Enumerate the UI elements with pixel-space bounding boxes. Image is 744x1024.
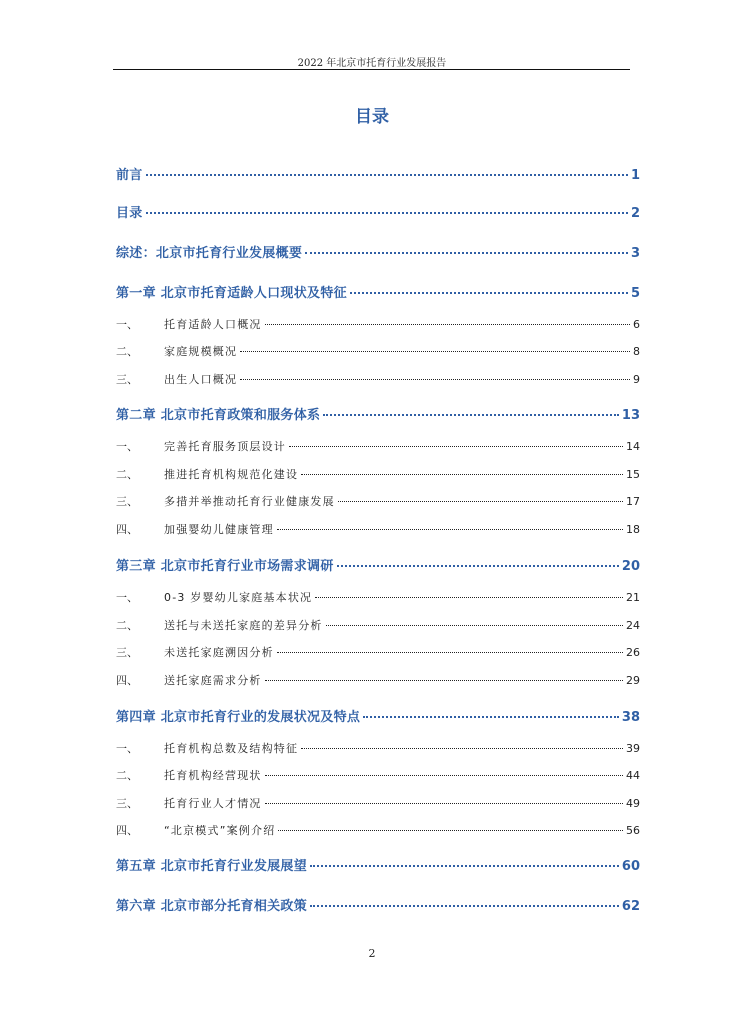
dot-leader	[240, 379, 630, 380]
toc-entry-page: 6	[633, 318, 640, 331]
toc-entry-section[interactable]	[116, 438, 640, 454]
toc-entry-page: 20	[621, 559, 640, 574]
toc-entry-text: 送托与未送托家庭的差异分析	[164, 619, 323, 632]
toc-entry-ordinal: 四、	[116, 674, 138, 687]
toc-entry-section[interactable]	[116, 617, 640, 633]
toc-entry-page: 26	[626, 646, 640, 659]
toc-entry-text: 前言	[116, 168, 143, 183]
dot-leader	[265, 775, 623, 776]
toc-entry-text: 第六章 北京市部分托育相关政策	[116, 899, 308, 914]
toc-entry-text: 托育行业人才情况	[164, 797, 262, 810]
running-header: 2022 年北京市托育行业发展报告	[297, 58, 447, 69]
toc-entry-ordinal: 三、	[116, 646, 138, 659]
toc-entry-overview[interactable]	[116, 242, 640, 261]
dot-leader	[265, 324, 630, 325]
toc-entry-ordinal: 四、	[116, 523, 138, 536]
toc-entry-section[interactable]	[116, 822, 640, 838]
toc-entry-section[interactable]	[116, 316, 640, 332]
toc-entry-page: 3	[630, 246, 640, 261]
toc-entry-page: 38	[621, 710, 640, 725]
toc-entry-text: 第二章 北京市托育政策和服务体系	[116, 408, 321, 423]
toc-entry-ordinal: 一、	[116, 742, 138, 755]
toc-entry-text: 第五章 北京市托育行业发展展望	[116, 859, 308, 874]
toc-entry-chapter-6[interactable]	[116, 895, 640, 914]
dot-leader	[265, 680, 623, 681]
dot-leader	[146, 174, 628, 176]
toc-entry-text: 未送托家庭溯因分析	[164, 646, 274, 659]
toc-entry-ordinal: 三、	[116, 797, 138, 810]
toc-entry-contents[interactable]	[116, 202, 640, 221]
toc-entry-page: 44	[626, 769, 640, 782]
toc-entry-text: 托育适龄人口概况	[164, 318, 262, 331]
toc-entry-text: 家庭规模概况	[164, 345, 238, 358]
toc-entry-page: 56	[626, 824, 640, 837]
toc-entry-preface[interactable]	[116, 164, 640, 183]
toc-entry-text: 加强婴幼儿健康管理	[164, 523, 274, 536]
dot-leader	[310, 905, 619, 907]
dot-leader	[277, 529, 623, 530]
toc-entry-ordinal: 四、	[116, 824, 138, 837]
toc-entry-text: 第四章 北京市托育行业的发展状况及特点	[116, 710, 361, 725]
dot-leader	[315, 597, 623, 598]
toc-entry-section[interactable]	[116, 466, 640, 482]
toc-entry-section[interactable]	[116, 672, 640, 688]
toc-entry-page: 8	[633, 345, 640, 358]
toc-entry-chapter-1[interactable]	[116, 282, 640, 301]
toc-entry-section[interactable]	[116, 521, 640, 537]
toc-entry-text: 第一章 北京市托育适龄人口现状及特征	[116, 286, 347, 301]
toc-entry-page: 13	[621, 408, 640, 423]
dot-leader	[289, 446, 623, 447]
dot-leader	[240, 351, 630, 352]
toc-entry-text: 完善托育服务顶层设计	[164, 440, 286, 453]
toc-entry-section[interactable]	[116, 740, 640, 756]
toc-entry-ordinal: 二、	[116, 468, 138, 481]
toc-entry-ordinal: 三、	[116, 495, 138, 508]
toc-entry-page: 17	[626, 495, 640, 508]
dot-leader	[277, 652, 623, 653]
toc-entry-text: 0-3 岁婴幼儿家庭基本状况	[164, 591, 313, 604]
dot-leader	[338, 501, 623, 502]
toc-entry-page: 9	[633, 373, 640, 386]
toc-entry-page: 1	[630, 168, 640, 183]
toc-entry-text: 多措并举推动托育行业健康发展	[164, 495, 335, 508]
toc-entry-page: 2	[630, 206, 640, 221]
toc-entry-ordinal: 一、	[116, 440, 138, 453]
toc-entry-ordinal: 二、	[116, 345, 138, 358]
toc-entry-ordinal: 一、	[116, 318, 138, 331]
dot-leader	[301, 474, 623, 475]
toc-entry-page: 15	[626, 468, 640, 481]
dot-leader	[323, 414, 619, 416]
toc-entry-page: 49	[626, 797, 640, 810]
toc-entry-section[interactable]	[116, 767, 640, 783]
toc-entry-section[interactable]	[116, 589, 640, 605]
toc-entry-page: 29	[626, 674, 640, 687]
toc-entry-ordinal: 三、	[116, 373, 138, 386]
dot-leader	[363, 716, 619, 718]
page-number: 2	[368, 947, 376, 960]
toc-entry-text: 出生人口概况	[164, 373, 238, 386]
toc-entry-page: 14	[626, 440, 640, 453]
toc-entry-text: 第三章 北京市托育行业市场需求调研	[116, 559, 334, 574]
toc-entry-chapter-5[interactable]	[116, 855, 640, 874]
toc-entry-chapter-2[interactable]	[116, 404, 640, 423]
toc-entry-page: 24	[626, 619, 640, 632]
toc-entry-chapter-3[interactable]	[116, 555, 640, 574]
toc-entry-text: 送托家庭需求分析	[164, 674, 262, 687]
toc-entry-section[interactable]	[116, 795, 640, 811]
dot-leader	[278, 830, 623, 831]
dot-leader	[310, 865, 619, 867]
dot-leader	[337, 565, 619, 567]
dot-leader	[265, 803, 623, 804]
toc-entry-ordinal: 二、	[116, 769, 138, 782]
toc-entry-chapter-4[interactable]	[116, 706, 640, 725]
dot-leader	[350, 292, 628, 294]
toc-entry-section[interactable]	[116, 644, 640, 660]
toc-entry-page: 21	[626, 591, 640, 604]
toc-entry-text: 目录	[116, 206, 143, 221]
toc-entry-text: 推进托育机构规范化建设	[164, 468, 299, 481]
toc-entry-page: 18	[626, 523, 640, 536]
dot-leader	[301, 748, 623, 749]
toc-entry-page: 39	[626, 742, 640, 755]
toc-entry-section[interactable]	[116, 371, 640, 387]
toc-entry-ordinal: 一、	[116, 591, 138, 604]
toc-entry-page: 60	[621, 859, 640, 874]
toc-entry-section[interactable]	[116, 493, 640, 509]
toc-entry-page: 5	[630, 286, 640, 301]
header-rule	[113, 69, 630, 70]
toc-entry-text: 托育机构经营现状	[164, 769, 262, 782]
toc-entry-text: 托育机构总数及结构特征	[164, 742, 299, 755]
dot-leader	[146, 212, 628, 214]
toc-title: 目录	[355, 107, 389, 127]
dot-leader	[305, 252, 628, 254]
toc-entry-text: “北京模式”案例介绍	[164, 824, 276, 837]
toc-entry-ordinal: 二、	[116, 619, 138, 632]
dot-leader	[326, 625, 623, 626]
toc-entry-section[interactable]	[116, 343, 640, 359]
toc-entry-text: 综述：北京市托育行业发展概要	[116, 246, 303, 261]
toc-entry-page: 62	[621, 899, 640, 914]
